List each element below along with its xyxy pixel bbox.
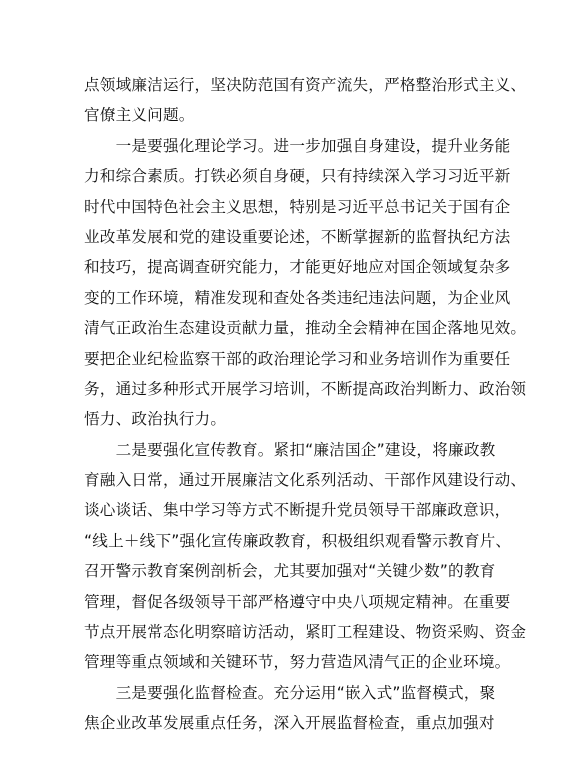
- text-line: 管理等重点领域和关键环节，努力营造风清气正的企业环境。: [84, 653, 511, 672]
- text-line: 管理，督促各级领导干部严格遵守中央八项规定精神。在重要: [84, 592, 511, 611]
- text-line: 业改革发展和党的建设重要论述，不断掌握新的监督执纪方法: [84, 227, 511, 246]
- text-line: 二是要强化宣传教育。紧扣“廉洁国企”建设，将廉政教: [84, 440, 496, 459]
- text-line: 要把企业纪检监察干部的政治理论学习和业务培训作为重要任: [84, 349, 511, 368]
- text-line: 点领域廉洁运行，坚决防范国有资产流失，严格整治形式主义、: [84, 76, 527, 94]
- text-line: 官僚主义问题。: [84, 106, 195, 125]
- text-line: 变的工作环境，精准发现和查处各类违纪违法问题，为企业风: [84, 288, 511, 307]
- text-line: 焦企业改革发展重点任务，深入开展监督检查，重点加强对: [84, 714, 495, 733]
- text-line: 清气正政治生态建设贡献力量，推动全会精神在国企落地见效。: [84, 319, 527, 338]
- text-line: 召开警示教育案例剖析会，尤其要加强对“关键少数”的教育: [84, 562, 496, 581]
- text-line: 务，通过多种形式开展学习培训，不断提高政治判断力、政治领: [84, 379, 527, 398]
- text-line: 育融入日常，通过开展廉洁文化系列活动、干部作风建设行动、: [84, 471, 527, 490]
- text-line: 时代中国特色社会主义思想，特别是习近平总书记关于国有企: [84, 197, 511, 216]
- text-line: 一是要强化理论学习。进一步加强自身建设，提升业务能: [84, 136, 511, 155]
- text-line: 三是要强化监督检查。充分运用“嵌入式”监督模式，聚: [84, 683, 496, 702]
- text-line: 节点开展常态化明察暗访活动，紧盯工程建设、物资采购、资金: [84, 623, 527, 642]
- text-line: “线上＋线下”强化宣传廉政教育，积极组织观看警示教育片、: [84, 531, 512, 550]
- text-line: 和技巧，提高调查研究能力，才能更好地应对国企领域复杂多: [84, 258, 511, 277]
- body-text: [84, 70, 527, 739]
- text-line: 悟力、政治执行力。: [84, 410, 227, 429]
- text-line: 谈心谈话、集中学习等方式不断提升党员领导干部廉政意识，: [84, 501, 511, 520]
- text-line: 力和综合素质。打铁必须自身硬，只有持续深入学习习近平新: [84, 167, 511, 186]
